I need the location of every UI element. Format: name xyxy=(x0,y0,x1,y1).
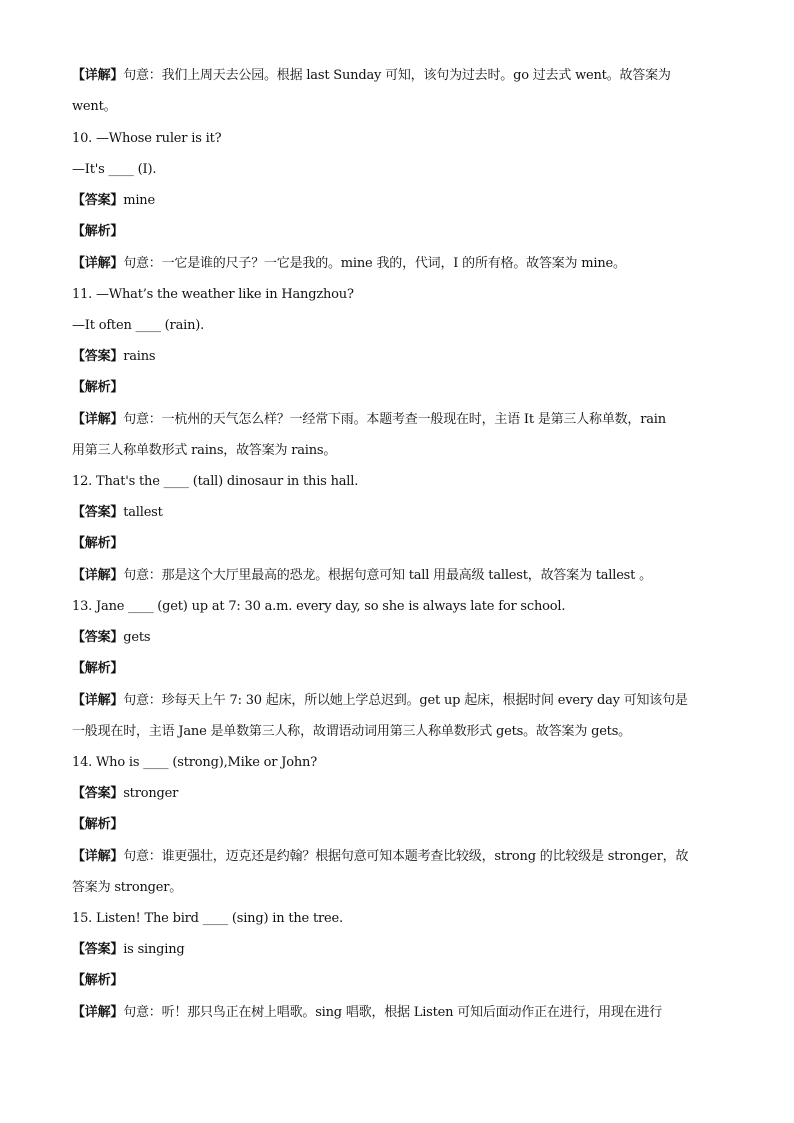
q9-detail-line-2 xyxy=(72,99,116,115)
q13-question xyxy=(72,599,565,615)
q10-question xyxy=(72,131,221,147)
q11-detail xyxy=(72,412,666,428)
q12-question-text: 12. That's the ____ (tall) dinosaur in this hall. xyxy=(72,474,359,489)
q12-detail-text: 句意：那是这个大厅里最高的恐龙。根据句意可知 tall 用最高级 tallest，故答案为 tallest 。 xyxy=(123,568,652,583)
q10-detail xyxy=(72,256,626,272)
analysis-label: 【解析】 xyxy=(72,536,124,551)
detail-label: 【详解】 xyxy=(72,849,124,864)
detail-label: 【详解】 xyxy=(72,568,124,583)
q12-question xyxy=(72,474,358,490)
q11-question xyxy=(72,287,354,303)
answer-label: 【答案】 xyxy=(72,942,124,957)
answer-label: 【答案】 xyxy=(72,630,124,645)
q10-question-text: 10. —Whose ruler is it? xyxy=(72,131,222,146)
detail-label: 【详解】 xyxy=(72,693,124,708)
analysis-label: 【解析】 xyxy=(72,380,124,395)
analysis-label: 【解析】 xyxy=(72,224,124,239)
q12-detail xyxy=(72,568,652,584)
q15-answer xyxy=(72,942,185,958)
q10-answer xyxy=(72,193,155,209)
q14-detail-text: 句意：谁更强壮，迈克还是约翰？根据句意可知本题考查比较级，strong 的比较级是 stronger，故 xyxy=(123,849,689,864)
q9-detail-text-2: went。 xyxy=(72,99,117,114)
q12-answer xyxy=(72,505,163,521)
detail-label: 【详解】 xyxy=(72,68,124,83)
answer-label: 【答案】 xyxy=(72,505,124,520)
q13-answer xyxy=(72,630,150,646)
analysis-label: 【解析】 xyxy=(72,661,124,676)
q11-answer xyxy=(72,349,155,365)
q15-question xyxy=(72,911,343,927)
q15-analysis xyxy=(72,973,123,989)
q14-detail-text-2: 答案为 stronger。 xyxy=(72,880,183,895)
q12-answer-text: tallest xyxy=(123,505,163,520)
q13-detail-text: 句意：珍每天上午 7: 30 起床，所以她上学总迟到。get up 起床，根据时间 every day 可知该句是 xyxy=(123,693,688,708)
q11-question-2 xyxy=(72,318,204,334)
analysis-label: 【解析】 xyxy=(72,973,124,988)
q12-analysis xyxy=(72,536,123,552)
q11-question-text-2: —It often ____ (rain). xyxy=(72,318,205,333)
q9-detail-line xyxy=(72,68,671,84)
q13-detail-text-2: 一般现在时，主语 Jane 是单数第三人称，故谓语动词用第三人称单数形式 gets。故答案为 gets。 xyxy=(72,724,631,739)
q10-detail-text: 句意：一它是谁的尺子？一它是我的。mine 我的，代词，I 的所有格。故答案为 mine。 xyxy=(123,256,626,271)
q13-analysis xyxy=(72,661,123,677)
answer-label: 【答案】 xyxy=(72,193,124,208)
q11-answer-text: rains xyxy=(123,349,156,364)
q15-question-text: 15. Listen! The bird ____ (sing) in the tree. xyxy=(72,911,343,926)
q11-detail-text-2: 用第三人称单数形式 rains，故答案为 rains。 xyxy=(72,443,337,458)
q13-answer-text: gets xyxy=(123,630,151,645)
q13-detail-2 xyxy=(72,724,631,740)
q14-analysis xyxy=(72,817,123,833)
q10-question-text-2: —It's ____ (I). xyxy=(72,162,157,177)
q14-answer-text: stronger xyxy=(123,786,179,801)
q15-answer-text: is singing xyxy=(123,942,185,957)
q11-detail-text: 句意：一杭州的天气怎么样？一经常下雨。本题考查一般现在时，主语 It 是第三人称单数，rain xyxy=(123,412,666,427)
q15-detail xyxy=(72,1005,662,1021)
q11-analysis xyxy=(72,380,123,396)
answer-label: 【答案】 xyxy=(72,349,124,364)
q13-detail xyxy=(72,693,688,709)
detail-label: 【详解】 xyxy=(72,256,124,271)
q14-question xyxy=(72,755,317,771)
q14-question-text: 14. Who is ____ (strong),Mike or John? xyxy=(72,755,317,770)
q13-question-text: 13. Jane ____ (get) up at 7: 30 a.m. every day, so she is always late for school. xyxy=(72,599,566,614)
q10-question-2 xyxy=(72,162,156,178)
q9-detail-text: 句意：我们上周天去公园。根据 last Sunday 可知，该句为过去时。go 过去式 went。故答案为 xyxy=(123,68,671,83)
q11-detail-2 xyxy=(72,443,336,459)
q11-question-text: 11. —What’s the weather like in Hangzhou? xyxy=(72,287,354,302)
q14-detail-2 xyxy=(72,880,182,896)
detail-label: 【详解】 xyxy=(72,412,124,427)
detail-label: 【详解】 xyxy=(72,1005,124,1020)
answer-label: 【答案】 xyxy=(72,786,124,801)
q10-answer-text: mine xyxy=(123,193,155,208)
q14-answer xyxy=(72,786,178,802)
q15-detail-text: 句意：听！那只鸟正在树上唱歌。sing 唱歌，根据 Listen 可知后面动作正在进行，用现在进行 xyxy=(123,1005,663,1020)
analysis-label: 【解析】 xyxy=(72,817,124,832)
q10-analysis xyxy=(72,224,123,240)
q14-detail xyxy=(72,849,688,865)
